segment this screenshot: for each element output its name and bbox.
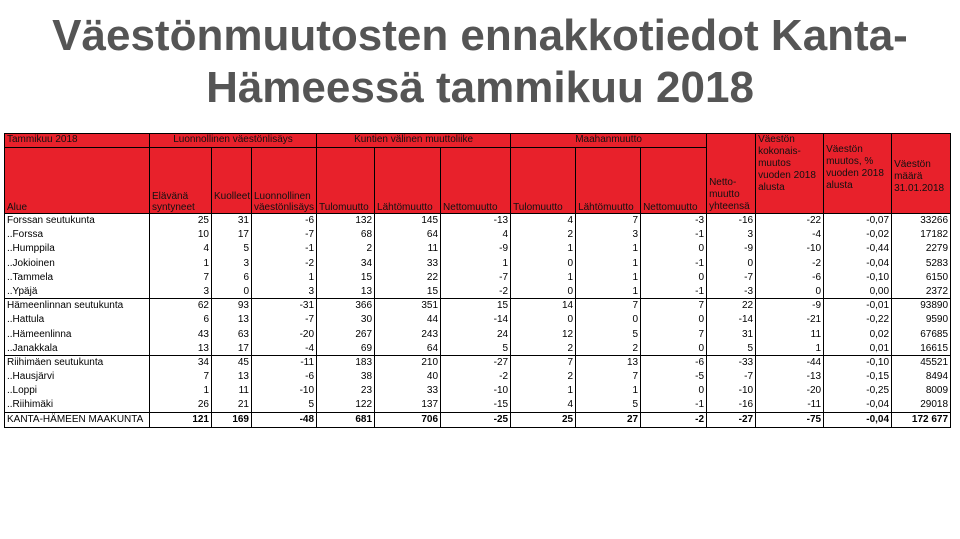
row-cell: 25: [150, 214, 212, 228]
row-cell: 0: [641, 270, 707, 284]
header-natural-line1: Luonnollinen: [254, 191, 311, 202]
row-cell: 7: [576, 214, 641, 228]
row-cell: 44: [375, 313, 441, 327]
row-cell: 4: [511, 214, 576, 228]
row-area-name: ..Forssa: [5, 228, 150, 242]
row-cell: 0: [511, 313, 576, 327]
row-cell: -27: [441, 355, 511, 369]
table-row: [5, 256, 951, 270]
row-cell: 4: [511, 398, 576, 412]
row-cell: 4: [150, 242, 212, 256]
row-cell: -0,04: [824, 256, 892, 270]
row-cell: 22: [707, 299, 756, 313]
header-population: Väestön määrä 31.01.2018: [892, 134, 951, 214]
header-pct-change: Väestön muutos, % vuoden 2018 alusta: [824, 134, 892, 214]
row-cell: 3: [252, 284, 317, 298]
row-cell: -4: [252, 341, 317, 355]
row-cell: -7: [441, 270, 511, 284]
row-cell: -14: [441, 313, 511, 327]
row-cell: -0,04: [824, 398, 892, 412]
row-area-name: ..Loppi: [5, 384, 150, 398]
row-cell: 38: [317, 370, 375, 384]
row-cell: 1: [441, 256, 511, 270]
row-cell: -16: [707, 214, 756, 228]
total-cell: 681: [317, 412, 375, 427]
total-cell: 172 677: [892, 412, 951, 427]
row-cell: 23: [317, 384, 375, 398]
row-cell: 7: [641, 299, 707, 313]
table-row: [5, 270, 951, 284]
table-row: [5, 313, 951, 327]
row-cell: 68: [317, 228, 375, 242]
row-cell: 45521: [892, 355, 951, 369]
row-cell: 5: [252, 398, 317, 412]
row-cell: -6: [641, 355, 707, 369]
row-area-name: ..Hämeenlinna: [5, 327, 150, 341]
row-cell: -15: [441, 398, 511, 412]
header-group-natural: Luonnollinen väestönlisäys: [150, 134, 317, 148]
row-cell: 8494: [892, 370, 951, 384]
title-line-2: Hämeessä tammikuu 2018: [206, 63, 754, 112]
header-born: [150, 148, 212, 214]
row-cell: -6: [252, 214, 317, 228]
row-cell: -0,07: [824, 214, 892, 228]
row-cell: 40: [375, 370, 441, 384]
total-cell: -25: [441, 412, 511, 427]
row-cell: -1: [641, 228, 707, 242]
row-cell: -1: [641, 256, 707, 270]
table-row: [5, 228, 951, 242]
row-cell: 33266: [892, 214, 951, 228]
header-in: Tulomuutto: [317, 148, 375, 214]
table-row: [5, 398, 951, 412]
row-area-name: ..Humppila: [5, 242, 150, 256]
row-cell: 9590: [892, 313, 951, 327]
row-cell: 6: [150, 313, 212, 327]
row-cell: 93890: [892, 299, 951, 313]
header-group-international: Maahanmuutto: [511, 134, 707, 148]
row-cell: 0: [756, 284, 824, 298]
row-cell: 17: [212, 341, 252, 355]
row-cell: 183: [317, 355, 375, 369]
total-area-name: KANTA-HÄMEEN MAAKUNTA: [5, 412, 150, 427]
header-intl-net: Nettomuutto: [641, 148, 707, 214]
row-cell: 29018: [892, 398, 951, 412]
row-cell: -10: [756, 242, 824, 256]
row-cell: 1: [511, 242, 576, 256]
total-cell: -0,04: [824, 412, 892, 427]
row-cell: 62: [150, 299, 212, 313]
row-cell: 11: [375, 242, 441, 256]
row-cell: 2: [317, 242, 375, 256]
row-cell: 1: [576, 384, 641, 398]
total-cell: -2: [641, 412, 707, 427]
row-area-name: ..Riihimäki: [5, 398, 150, 412]
row-cell: -14: [707, 313, 756, 327]
row-cell: 7: [576, 299, 641, 313]
header-area: Alue: [5, 148, 150, 214]
row-cell: -2: [441, 284, 511, 298]
table-row: [5, 370, 951, 384]
header-born-line2: syntyneet: [152, 202, 195, 213]
row-cell: -7: [707, 370, 756, 384]
row-cell: 1: [576, 242, 641, 256]
row-cell: 93: [212, 299, 252, 313]
row-cell: 122: [317, 398, 375, 412]
total-cell: 169: [212, 412, 252, 427]
row-cell: 33: [375, 256, 441, 270]
table-row: [5, 355, 951, 369]
row-cell: -9: [441, 242, 511, 256]
row-cell: 0: [212, 284, 252, 298]
row-cell: -13: [441, 214, 511, 228]
row-cell: 33: [375, 384, 441, 398]
row-cell: -44: [756, 355, 824, 369]
row-cell: 210: [375, 355, 441, 369]
row-cell: 13: [576, 355, 641, 369]
row-cell: 1: [576, 256, 641, 270]
total-cell: 27: [576, 412, 641, 427]
row-cell: 1: [511, 270, 576, 284]
row-cell: 1: [511, 384, 576, 398]
row-cell: -22: [756, 214, 824, 228]
row-cell: 10: [150, 228, 212, 242]
row-cell: 67685: [892, 327, 951, 341]
row-cell: -13: [756, 370, 824, 384]
table-row: [5, 284, 951, 298]
row-cell: -0,44: [824, 242, 892, 256]
row-cell: 14: [511, 299, 576, 313]
row-cell: 15: [375, 284, 441, 298]
row-cell: 34: [317, 256, 375, 270]
row-cell: -2: [756, 256, 824, 270]
row-cell: 366: [317, 299, 375, 313]
row-cell: 3: [212, 256, 252, 270]
row-cell: -1: [252, 242, 317, 256]
row-cell: 64: [375, 341, 441, 355]
row-cell: 0: [641, 242, 707, 256]
row-cell: 0: [641, 341, 707, 355]
row-cell: 7: [150, 270, 212, 284]
row-cell: 0: [511, 284, 576, 298]
row-cell: -16: [707, 398, 756, 412]
row-cell: 1: [150, 384, 212, 398]
total-cell: -75: [756, 412, 824, 427]
row-cell: -9: [707, 242, 756, 256]
total-cell: 121: [150, 412, 212, 427]
row-cell: 3: [150, 284, 212, 298]
row-cell: 1: [252, 270, 317, 284]
row-cell: 15: [441, 299, 511, 313]
row-cell: -5: [641, 370, 707, 384]
row-cell: 5283: [892, 256, 951, 270]
row-cell: -10: [252, 384, 317, 398]
header-dead: [212, 148, 252, 214]
row-area-name: Forssan seutukunta: [5, 214, 150, 228]
row-cell: 31: [707, 327, 756, 341]
row-cell: 30: [317, 313, 375, 327]
row-cell: 5: [576, 327, 641, 341]
row-cell: 11: [756, 327, 824, 341]
row-cell: 0: [641, 384, 707, 398]
row-area-name: Hämeenlinnan seutukunta: [5, 299, 150, 313]
row-cell: 24: [441, 327, 511, 341]
row-cell: -7: [707, 270, 756, 284]
row-cell: -0,10: [824, 355, 892, 369]
header-group-municipal: Kuntien välinen muuttoliike: [317, 134, 511, 148]
row-cell: -6: [252, 370, 317, 384]
row-cell: 2279: [892, 242, 951, 256]
row-cell: 22: [375, 270, 441, 284]
row-cell: 2: [511, 341, 576, 355]
row-cell: 12: [511, 327, 576, 341]
row-cell: 21: [212, 398, 252, 412]
header-dead-label: Kuolleet: [214, 191, 251, 202]
row-area-name: ..Hattula: [5, 313, 150, 327]
row-cell: 6150: [892, 270, 951, 284]
header-natural: [252, 148, 317, 214]
row-cell: 2: [576, 341, 641, 355]
row-cell: 13: [212, 313, 252, 327]
row-cell: 0,02: [824, 327, 892, 341]
row-cell: 34: [150, 355, 212, 369]
row-cell: -0,10: [824, 270, 892, 284]
row-cell: 5: [212, 242, 252, 256]
row-area-name: ..Ypäjä: [5, 284, 150, 298]
row-area-name: ..Janakkala: [5, 341, 150, 355]
row-cell: 243: [375, 327, 441, 341]
row-cell: -3: [707, 284, 756, 298]
row-cell: 351: [375, 299, 441, 313]
row-cell: 8009: [892, 384, 951, 398]
total-cell: 706: [375, 412, 441, 427]
row-cell: -0,15: [824, 370, 892, 384]
row-cell: 7: [150, 370, 212, 384]
row-cell: 17182: [892, 228, 951, 242]
row-cell: 0: [511, 256, 576, 270]
row-cell: 43: [150, 327, 212, 341]
row-cell: -1: [641, 398, 707, 412]
row-cell: 0,00: [824, 284, 892, 298]
row-cell: 16615: [892, 341, 951, 355]
row-cell: -0,01: [824, 299, 892, 313]
row-cell: -6: [756, 270, 824, 284]
row-cell: 7: [576, 370, 641, 384]
row-cell: -10: [707, 384, 756, 398]
row-cell: 0: [576, 313, 641, 327]
header-total-net: Netto- muutto yhteensä: [707, 134, 756, 214]
row-cell: 6: [212, 270, 252, 284]
header-net: Nettomuutto: [441, 148, 511, 214]
row-cell: -0,25: [824, 384, 892, 398]
row-cell: 15: [317, 270, 375, 284]
row-cell: 145: [375, 214, 441, 228]
page-title: [0, 10, 960, 114]
row-cell: 0: [707, 256, 756, 270]
table-row: [5, 341, 951, 355]
table-row: [5, 214, 951, 228]
row-cell: 17: [212, 228, 252, 242]
header-born-line1: Elävänä: [152, 191, 189, 202]
total-cell: 25: [511, 412, 576, 427]
row-cell: 7: [641, 327, 707, 341]
row-cell: -7: [252, 313, 317, 327]
row-cell: -2: [252, 256, 317, 270]
row-area-name: ..Jokioinen: [5, 256, 150, 270]
header-out: Lähtömuutto: [375, 148, 441, 214]
row-cell: 26: [150, 398, 212, 412]
row-cell: 1: [576, 284, 641, 298]
row-cell: 3: [707, 228, 756, 242]
row-cell: -31: [252, 299, 317, 313]
row-cell: 2: [511, 370, 576, 384]
header-intl-out: Lähtömuutto: [576, 148, 641, 214]
row-cell: 11: [212, 384, 252, 398]
row-cell: 5: [576, 398, 641, 412]
row-cell: 13: [317, 284, 375, 298]
row-cell: 2: [511, 228, 576, 242]
row-cell: 63: [212, 327, 252, 341]
row-cell: 0,01: [824, 341, 892, 355]
row-cell: -9: [756, 299, 824, 313]
header-total-change: Väestön kokonais- muutos vuoden 2018 alusta: [756, 134, 824, 214]
row-cell: -2: [441, 370, 511, 384]
row-cell: 5: [441, 341, 511, 355]
row-cell: -20: [252, 327, 317, 341]
row-cell: 69: [317, 341, 375, 355]
row-cell: -11: [252, 355, 317, 369]
row-cell: 132: [317, 214, 375, 228]
table-body: [5, 214, 951, 428]
row-cell: -11: [756, 398, 824, 412]
table-row: [5, 299, 951, 313]
row-cell: 4: [441, 228, 511, 242]
row-cell: -1: [641, 284, 707, 298]
row-cell: 137: [375, 398, 441, 412]
total-cell: -48: [252, 412, 317, 427]
row-cell: -21: [756, 313, 824, 327]
title-line-1: Väestönmuutosten ennakkotiedot Kanta-: [52, 11, 908, 60]
row-cell: 7: [511, 355, 576, 369]
table-row: [5, 384, 951, 398]
row-cell: 45: [212, 355, 252, 369]
row-cell: 2372: [892, 284, 951, 298]
row-area-name: ..Hausjärvi: [5, 370, 150, 384]
population-change-table: [4, 133, 951, 428]
row-cell: 1: [150, 256, 212, 270]
table-row: [5, 327, 951, 341]
row-cell: -4: [756, 228, 824, 242]
row-cell: 3: [576, 228, 641, 242]
table-row: [5, 242, 951, 256]
row-area-name: Riihimäen seutukunta: [5, 355, 150, 369]
row-cell: 13: [212, 370, 252, 384]
row-cell: 267: [317, 327, 375, 341]
row-cell: 31: [212, 214, 252, 228]
row-cell: -20: [756, 384, 824, 398]
row-cell: -0,02: [824, 228, 892, 242]
row-cell: 64: [375, 228, 441, 242]
row-area-name: ..Tammela: [5, 270, 150, 284]
row-cell: -7: [252, 228, 317, 242]
row-cell: 5: [707, 341, 756, 355]
header-intl-in: Tulomuutto: [511, 148, 576, 214]
header-period: Tammikuu 2018: [5, 134, 150, 148]
total-row: [5, 412, 951, 427]
row-cell: -10: [441, 384, 511, 398]
row-cell: 0: [641, 313, 707, 327]
row-cell: -33: [707, 355, 756, 369]
row-cell: 1: [576, 270, 641, 284]
row-cell: -3: [641, 214, 707, 228]
header-natural-line2: väestönlisäys: [254, 202, 315, 213]
row-cell: 13: [150, 341, 212, 355]
total-cell: -27: [707, 412, 756, 427]
row-cell: 1: [756, 341, 824, 355]
row-cell: -0,22: [824, 313, 892, 327]
